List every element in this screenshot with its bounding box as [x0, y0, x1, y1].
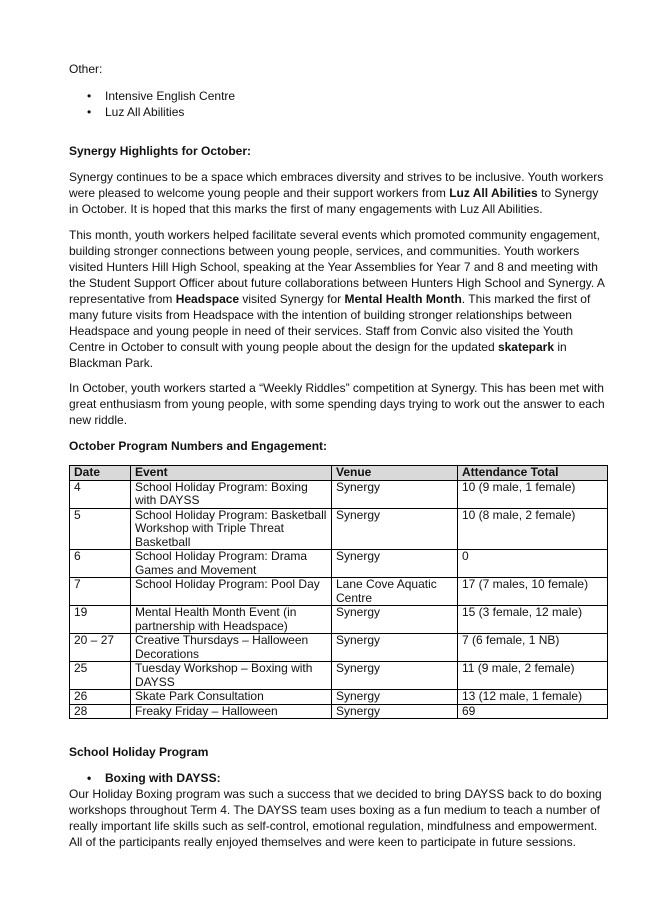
cell-venue: Synergy	[332, 606, 458, 634]
table-row	[70, 704, 608, 719]
cell-event: School Holiday Program: Drama Games and Movement	[131, 550, 332, 578]
table-row	[70, 508, 608, 550]
cell-attendance: 69	[458, 704, 608, 719]
table-header-row	[70, 466, 608, 481]
cell-venue: Synergy	[332, 480, 458, 508]
holiday-list	[69, 770, 221, 786]
header-date: Date	[70, 466, 131, 481]
paragraph-welcome: Synergy continues to be a space which embraces diversity and strives to be inclusive. Youth workers were pleased to welcome young people and their support workers from Luz All Abilities to Synergy in October. It is hoped that this marks the first of many engagements with Luz All Abilities.	[69, 170, 604, 216]
cell-venue: Synergy	[332, 634, 458, 662]
program-table	[69, 465, 608, 719]
paragraph-events: This month, youth workers helped facilitate several events which promoted community engagement, building stronger connections between young people, services, and communities. Youth workers visited Hunters Hill High School, speaking at the Year Assemblies for Year 7 and 8 and meeting with the Student Support Officer about future collaborations between Hunters High School and Synergy. A representative from Headspace visited Synergy for Mental Health Month. This marked the first of many future visits from Headspace with the intention of building stronger relationships between Headspace and young people in need of their services. Staff from Convic also visited the Youth Centre in October to consult with young people about the design for the updated skatepark in Blackman Park.	[69, 228, 605, 370]
table-row	[70, 578, 608, 606]
other-label: Other:	[69, 62, 103, 76]
other-list	[69, 88, 235, 120]
cell-date: 20 – 27	[70, 634, 131, 662]
holiday-heading: School Holiday Program	[69, 745, 209, 759]
cell-date: 5	[70, 508, 131, 550]
table-row	[70, 606, 608, 634]
cell-date: 4	[70, 480, 131, 508]
cell-event: Mental Health Month Event (in partnership with Headspace)	[131, 606, 332, 634]
cell-venue: Synergy	[332, 690, 458, 705]
cell-event: School Holiday Program: Pool Day	[131, 578, 332, 606]
cell-attendance: 7 (6 female, 1 NB)	[458, 634, 608, 662]
cell-attendance: 15 (3 female, 12 male)	[458, 606, 608, 634]
cell-date: 6	[70, 550, 131, 578]
list-item: • Intensive English Centre	[69, 88, 235, 104]
highlights-heading: Synergy Highlights for October:	[69, 144, 252, 158]
cell-attendance: 10 (9 male, 1 female)	[458, 480, 608, 508]
cell-event: Freaky Friday – Halloween	[131, 704, 332, 719]
list-item: • Luz All Abilities	[69, 104, 235, 120]
table-row	[70, 480, 608, 508]
cell-venue: Lane Cove Aquatic Centre	[332, 578, 458, 606]
paragraph-boxing: Our Holiday Boxing program was such a success that we decided to bring DAYSS back to do boxing workshops throughout Term 4. The DAYSS team uses boxing as a fun medium to teach a number of really important life skills such as self-control, emotional regulation, mindfulness and empowerment. All of the participants really enjoyed themselves and were keen to participate in future sessions.	[69, 787, 602, 849]
cell-event: School Holiday Program: Boxing with DAYSS	[131, 480, 332, 508]
header-venue: Venue	[332, 466, 458, 481]
cell-date: 26	[70, 690, 131, 705]
cell-attendance: 11 (9 male, 2 female)	[458, 662, 608, 690]
cell-venue: Synergy	[332, 704, 458, 719]
cell-event: School Holiday Program: Basketball Workshop with Triple Threat Basketball	[131, 508, 332, 550]
cell-attendance: 10 (8 male, 2 female)	[458, 508, 608, 550]
header-attendance: Attendance Total	[458, 466, 608, 481]
cell-date: 28	[70, 704, 131, 719]
list-item: • Boxing with DAYSS:	[69, 770, 221, 786]
paragraph-riddles: In October, youth workers started a “Weekly Riddles” competition at Synergy. This has been met with great enthusiasm from young people, with some spending days trying to work out the answer to each new riddle.	[69, 381, 605, 427]
cell-date: 19	[70, 606, 131, 634]
header-event: Event	[131, 466, 332, 481]
cell-venue: Synergy	[332, 550, 458, 578]
cell-venue: Synergy	[332, 508, 458, 550]
cell-date: 25	[70, 662, 131, 690]
table-row	[70, 662, 608, 690]
table-row	[70, 550, 608, 578]
cell-attendance: 13 (12 male, 1 female)	[458, 690, 608, 705]
cell-event: Tuesday Workshop – Boxing with DAYSS	[131, 662, 332, 690]
table-heading: October Program Numbers and Engagement:	[69, 439, 328, 453]
cell-venue: Synergy	[332, 662, 458, 690]
cell-attendance: 17 (7 males, 10 female)	[458, 578, 608, 606]
cell-date: 7	[70, 578, 131, 606]
table-row	[70, 634, 608, 662]
cell-event: Creative Thursdays – Halloween Decorations	[131, 634, 332, 662]
table-row	[70, 690, 608, 705]
cell-event: Skate Park Consultation	[131, 690, 332, 705]
cell-attendance: 0	[458, 550, 608, 578]
